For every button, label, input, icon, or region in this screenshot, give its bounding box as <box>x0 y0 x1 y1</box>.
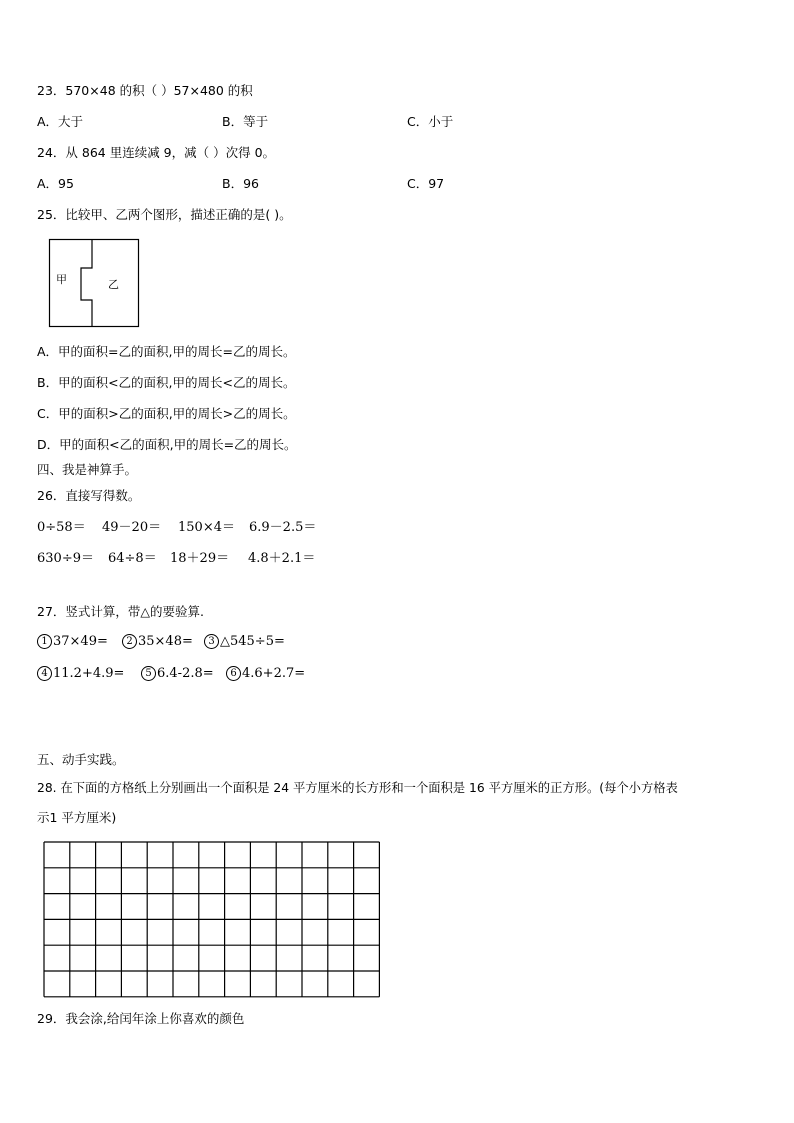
q29-stem: 29．我会涂,给闰年涂上你喜欢的颜色 <box>37 1011 245 1026</box>
square-grid <box>43 841 380 999</box>
q27-item-3 <box>204 634 285 650</box>
circled-number: 6 <box>226 666 241 681</box>
q27-expr: 11.2+4.9= <box>53 666 125 681</box>
q27-item-1 <box>37 634 108 650</box>
circled-number: 2 <box>122 634 137 649</box>
q26-item: 18＋29＝ <box>170 551 230 566</box>
q27-expr: △545÷5= <box>220 634 285 649</box>
q26-item: 49－20＝ <box>102 520 162 535</box>
q27-expr: 37×49= <box>53 634 108 649</box>
q26-item: 6.9－2.5＝ <box>249 520 317 535</box>
q24-option-b: B．96 <box>222 176 259 191</box>
q24-option-a: A．95 <box>37 176 74 191</box>
q24-option-c: C．97 <box>407 176 445 191</box>
q25-option-b: B．甲的面积<乙的面积,甲的周长<乙的周长。 <box>37 375 296 390</box>
q26-item: 4.8＋2.1＝ <box>248 551 316 566</box>
q25-option-d: D．甲的面积<乙的面积,甲的周长=乙的周长。 <box>37 437 297 452</box>
q26-item: 64÷8＝ <box>108 551 157 566</box>
q27-expr: 6.4-2.8= <box>157 666 214 681</box>
q24-stem: 24．从 864 里连续减 9，减（ ）次得 0。 <box>37 145 276 160</box>
q27-expr: 4.6+2.7= <box>242 666 306 681</box>
q23-option-c: C．小于 <box>407 114 454 129</box>
q26-stem: 26．直接写得数。 <box>37 488 141 503</box>
circled-number: 5 <box>141 666 156 681</box>
q25-option-a: A．甲的面积=乙的面积,甲的周长=乙的周长。 <box>37 344 296 359</box>
q23-option-b: B．等于 <box>222 114 269 129</box>
q25-option-c: C．甲的面积>乙的面积,甲的周长>乙的周长。 <box>37 406 296 421</box>
q27-item-2 <box>122 634 193 650</box>
figure-divider <box>81 240 92 327</box>
q28-line1: 28. 在下面的方格纸上分别画出一个面积是 24 平方厘米的长方形和一个面积是 16 平方厘米的正方形。(每个小方格表 <box>37 781 678 795</box>
circled-number: 3 <box>204 634 219 649</box>
q26-item: 630÷9＝ <box>37 551 94 566</box>
q23-stem: 23．570×48 的积（ ）57×480 的积 <box>37 83 253 98</box>
section4-title: 四、我是神算手。 <box>37 462 138 477</box>
q27-item-6 <box>226 666 305 682</box>
circled-number: 1 <box>37 634 52 649</box>
circled-number: 4 <box>37 666 52 681</box>
section5-title: 五、动手实践。 <box>37 752 125 767</box>
q27-item-5 <box>141 666 214 682</box>
q27-stem: 27．竖式计算，带△的要验算. <box>37 604 204 619</box>
figure-label-yi: 乙 <box>108 278 119 291</box>
q26-item: 0÷58＝ <box>37 520 86 535</box>
q27-item-4 <box>37 666 124 682</box>
q23-option-a: A．大于 <box>37 114 84 129</box>
q26-item: 150×4＝ <box>178 520 235 535</box>
figure-label-jia: 甲 <box>56 273 67 286</box>
q25-figure <box>48 238 140 328</box>
q27-expr: 35×48= <box>138 634 193 649</box>
q28-line2: 示1 平方厘米) <box>37 810 117 825</box>
q25-stem: 25．比较甲、乙两个图形，描述正确的是( )。 <box>37 207 292 222</box>
